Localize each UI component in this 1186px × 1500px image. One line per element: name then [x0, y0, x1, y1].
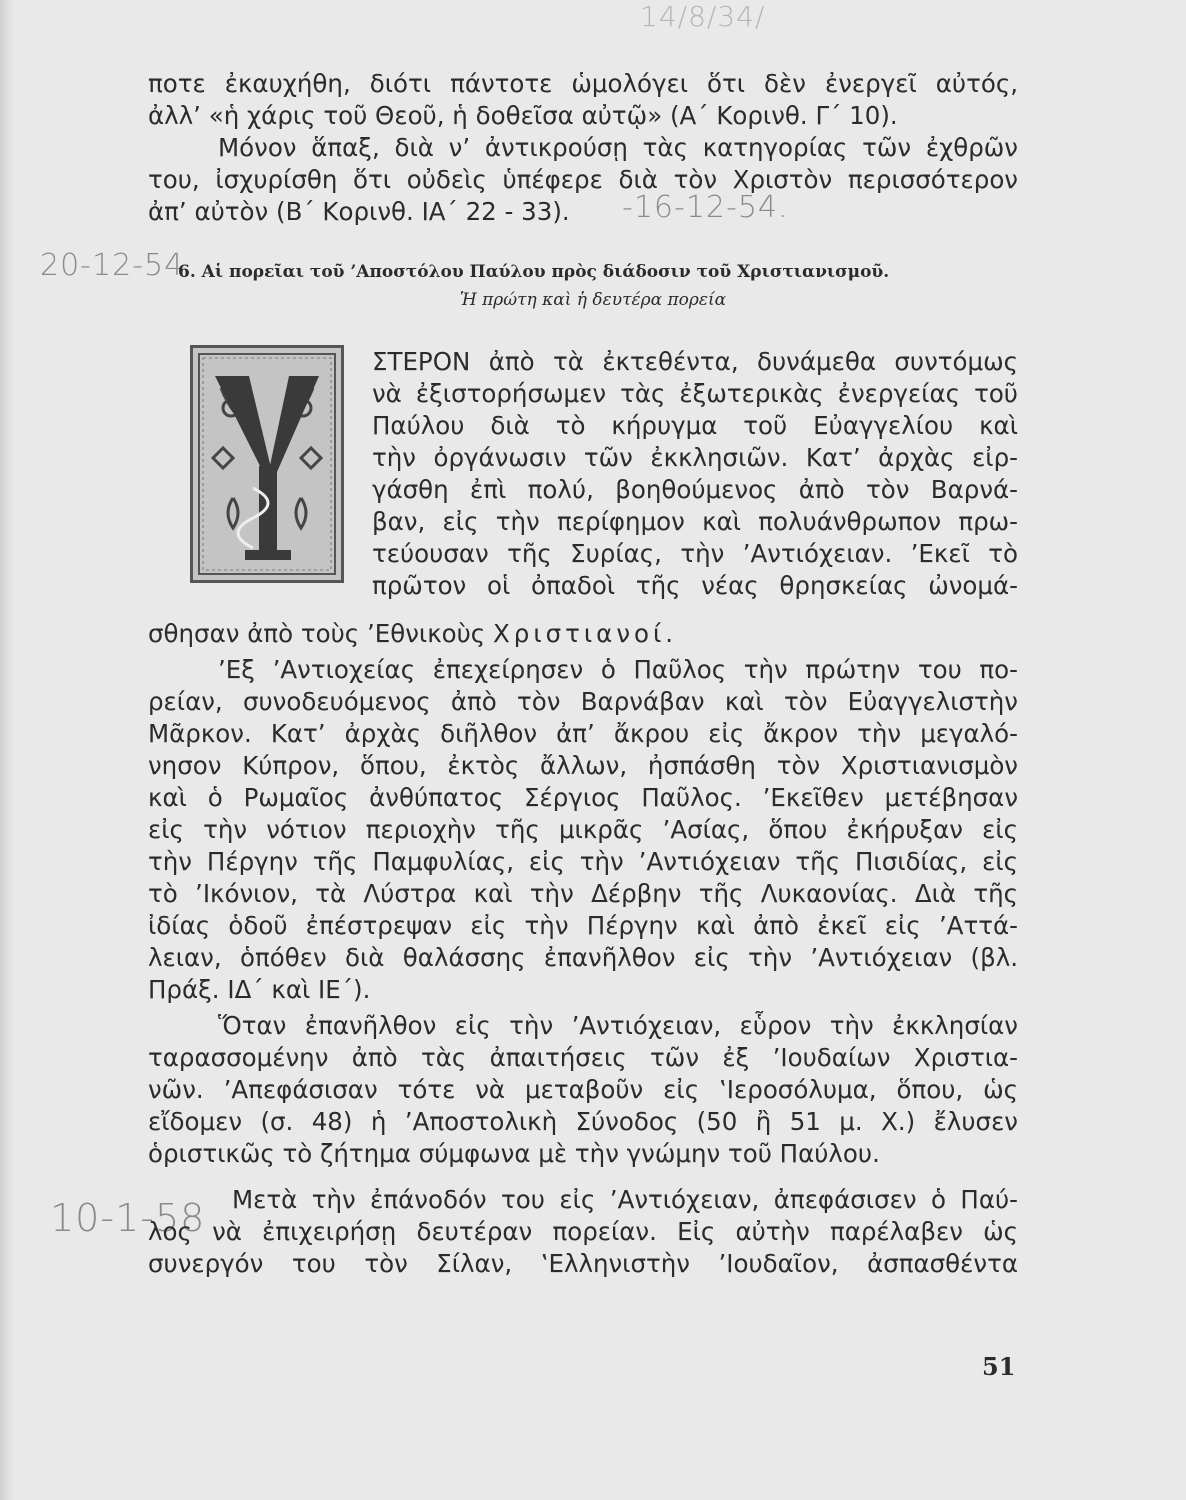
text-line: πρῶτον οἱ ὀπαδοὶ τῆς νέας θρησκείας ὠνομά-: [372, 571, 1018, 600]
text-line: [148, 618, 677, 650]
text-line: τὴν ὀργάνωσιν τῶν ἐκκλησιῶν. Κατ’ ἀρχὰς εἰρ-: [372, 443, 1018, 472]
text-line: Μετὰ τὴν ἐπάνοδόν του εἰς ’Αντιόχειαν, ἀπεφάσισεν ὁ Παύ-: [232, 1185, 1018, 1214]
text-line: ὁριστικῶς τὸ ζήτημα σύμφωνα μὲ τὴν γνώμην τοῦ Παύλου.: [148, 1139, 880, 1168]
section-heading: 6. Αἱ πορεῖαι τοῦ ’Αποστόλου Παύλου πρὸς διάδοσιν τοῦ Χριστιανισμοῦ.: [178, 262, 890, 282]
handwritten-date: 10-1-58: [50, 1196, 206, 1240]
text-line: του, ἰσχυρίσθη ὅτι οὐδεὶς ὑπέφερε διὰ τὸν Χριστὸν περισσότερον: [148, 165, 1018, 194]
text-line: καὶ ὁ Ρωμαῖος ἀνθύπατος Σέργιος Παῦλος. ’Εκεῖθεν μετέβησαν: [148, 783, 1018, 812]
ornament-drawing: [193, 348, 341, 580]
text-line: νὰ ἐξιστορήσωμεν τὰς ἐξωτερικὰς ἐνεργείας τοῦ: [372, 379, 1018, 408]
page-binding-edge: [0, 0, 14, 1500]
text-line: Πράξ. ΙΔ΄ καὶ ΙΕ΄).: [148, 975, 371, 1004]
page-number: 51: [982, 1352, 1016, 1381]
text-line: ἀλλ’ «ἡ χάρις τοῦ Θεοῦ, ἡ δοθεῖσα αὐτῷ» (Α΄ Κορινθ. Γ΄ 10).: [148, 101, 898, 130]
text-line: Παύλου διὰ τὸ κήρυγμα τοῦ Εὐαγγελίου καὶ: [372, 411, 1018, 440]
text-line: νησον Κύπρον, ὅπου, ἐκτὸς ἄλλων, ἠσπάσθη τὸν Χριστιανισμὸν: [148, 751, 1018, 780]
handwritten-top-scribble: 14/8/34/: [640, 0, 766, 33]
text-line: Ὅταν ἐπανῆλθον εἰς τὴν ’Αντιόχειαν, εὗρον τὴν ἐκκλησίαν: [218, 1011, 1018, 1040]
text-line: ἰδίας ὁδοῦ ἐπέστρεψαν εἰς τὴν Πέργην καὶ ἀπὸ ἐκεῖ εἰς ’Αττά-: [148, 911, 1018, 940]
text-line: Μόνον ἅπαξ, διὰ ν’ ἀντικρούσῃ τὰς κατηγορίας τῶν ἐχθρῶν: [218, 133, 1018, 162]
text-line: τὴν Πέργην τῆς Παμφυλίας, εἰς τὴν ’Αντιόχειαν τῆς Πισιδίας, εἰς: [148, 847, 1018, 876]
section-subheading: Ἡ πρώτη καὶ ἡ δευτέρα πορεία: [459, 290, 727, 310]
text-line: ἀπ’ αὐτὸν (Β΄ Κορινθ. ΙΑ΄ 22 - 33).: [148, 197, 570, 226]
text-line: συνεργόν του τὸν Σίλαν, ‛Ελληνιστὴν ’Ιουδαῖον, ἀσπασθέντα: [148, 1249, 1018, 1278]
text-line: εἴδομεν (σ. 48) ἡ ’Αποστολικὴ Σύνοδος (50 ἢ 51 μ. Χ.) ἔλυσεν: [148, 1107, 1018, 1136]
text-line: Μᾶρκον. Κατ’ ἀρχὰς διῆλθον ἀπ’ ἄκρου εἰς ἄκρον τὴν μεγαλό-: [148, 719, 1018, 748]
text-line: τὸ ’Ικόνιον, τὰ Λύστρα καὶ τὴν Δέρβην τῆς Λυκαονίας. Διὰ τῆς: [148, 879, 1018, 908]
text-line: βαν, εἰς τὴν περίφημον καὶ πολυάνθρωπον πρω-: [372, 507, 1018, 536]
text-line: λειαν, ὁπόθεν διὰ θαλάσσης ἐπανῆλθον εἰς τὴν ’Αντιόχειαν (βλ.: [148, 943, 1018, 972]
text-line: εἰς τὴν νότιον περιοχὴν τῆς μικρᾶς ’Ασίας, ὅπου ἐκήρυξαν εἰς: [148, 815, 1018, 844]
text-line: ’Εξ ’Αντιοχείας ἐπεχείρησεν ὁ Παῦλος τὴν πρώτην του πο-: [218, 655, 1018, 684]
handwritten-date: -16-12-54.: [622, 190, 789, 225]
text-line: ποτε ἐκαυχήθη, διότι πάντοτε ὡμολόγει ὅτι δὲν ἐνεργεῖ αὐτός,: [148, 69, 1018, 98]
handwritten-date: 20-12-54: [40, 248, 185, 283]
text-fragment: σθησαν ἀπὸ τοὺς ’Εθνικοὺς: [148, 619, 486, 648]
text-line: νῶν. ’Απεφάσισαν τότε νὰ μεταβοῦν εἰς ‛Ιεροσόλυμα, ὅπου, ὡς: [148, 1075, 1018, 1104]
text-line: λος νὰ ἐπιχειρήσῃ δευτέραν πορείαν. Εἰς αὐτὴν παρέλαβεν ὡς: [148, 1217, 1018, 1246]
decorative-initial: [190, 345, 344, 583]
text-line: ΣΤΕΡΟΝ ἀπὸ τὰ ἐκτεθέντα, δυνάμεθα συντόμως: [372, 347, 1018, 376]
text-line: γάσθη ἐπὶ πολύ, βοηθούμενος ἀπὸ τὸν Βαρνά-: [372, 475, 1018, 504]
text-line: ταρασσομένην ἀπὸ τὰς ἀπαιτήσεις τῶν ἐξ ’Ιουδαίων Χριστια-: [148, 1043, 1018, 1072]
text-line: τεύουσαν τῆς Συρίας, τὴν ’Αντιόχειαν. ’Εκεῖ τὸ: [372, 539, 1018, 568]
text-line: ρείαν, συνοδευόμενος ἀπὸ τὸν Βαρνάβαν καὶ τὸν Εὐαγγελιστὴν: [148, 687, 1018, 716]
spaced-word: Χριστιανοί.: [492, 619, 678, 648]
